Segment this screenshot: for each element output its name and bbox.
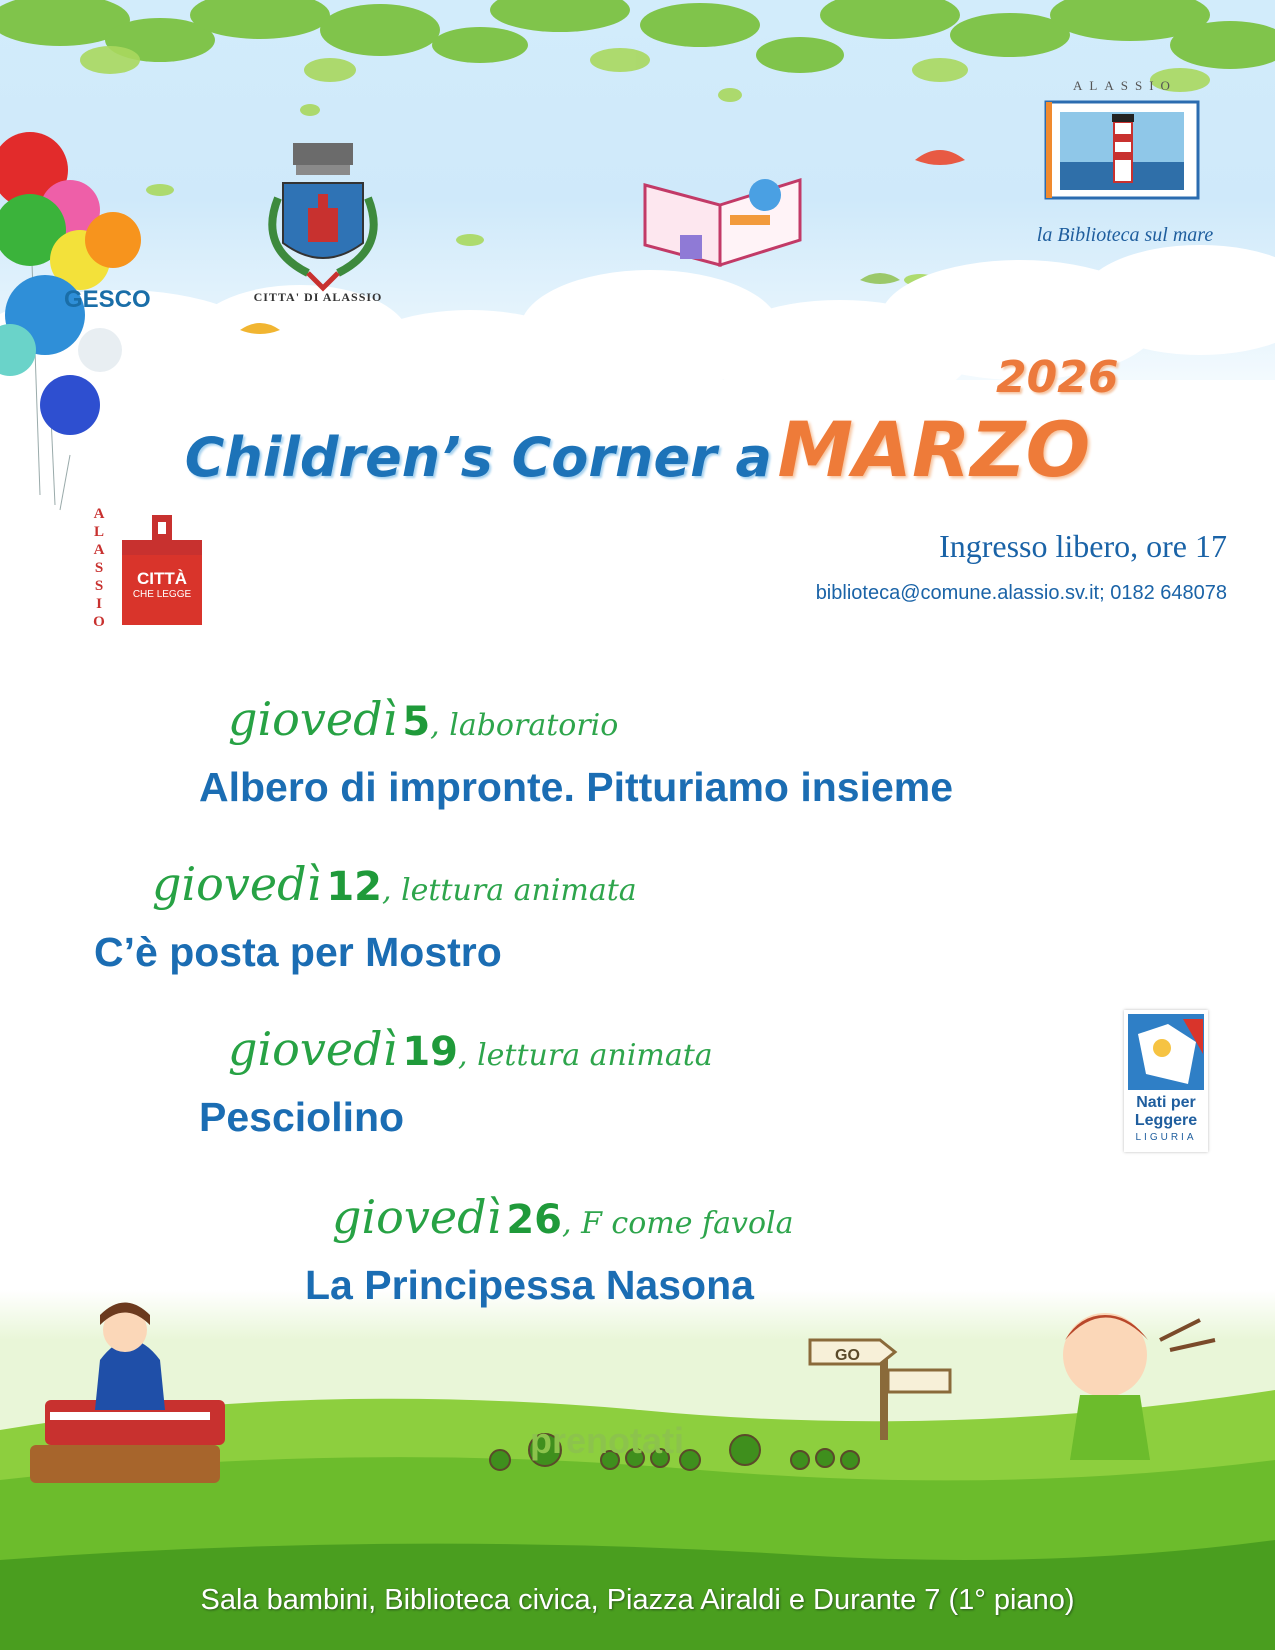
biblioteca-top-label: ALASSIO bbox=[1073, 78, 1177, 93]
nati-per-leggere-logo: Nati per Leggere LIGURIA bbox=[1124, 1010, 1208, 1152]
citta-di-alassio-logo bbox=[238, 138, 398, 308]
lighthouse-icon bbox=[1044, 100, 1200, 200]
event-heading-2: giovedì 12, lettura animata bbox=[152, 857, 637, 911]
event-title-2: C’è posta per Mostro bbox=[94, 929, 502, 975]
prenotati-label: prenotati bbox=[530, 1420, 685, 1461]
event-title-4: La Principessa Nasona bbox=[305, 1262, 754, 1308]
biblioteca-caption: la Biblioteca sul mare bbox=[1036, 224, 1214, 246]
ingresso-info: Ingresso libero, ore 17 bbox=[939, 528, 1227, 564]
title-month: MARZO bbox=[777, 405, 1091, 494]
citta-di-alassio-label: CITTA' DI ALASSIO bbox=[253, 290, 383, 304]
citta-che-legge-vertical: A L A S S I O bbox=[93, 506, 105, 630]
footer-address: Sala bambini, Biblioteca civica, Piazza Airaldi e Durante 7 (1° piano) bbox=[200, 1584, 1075, 1616]
citta-che-legge-logo bbox=[92, 505, 202, 645]
gesco-logo: GESCO bbox=[64, 286, 151, 313]
biblioteca-sul-mare-logo bbox=[1030, 78, 1214, 248]
girl-reading-illustration bbox=[30, 1303, 225, 1484]
event-heading-4: giovedì 26, F come favola bbox=[332, 1190, 794, 1244]
tower-icon bbox=[122, 510, 202, 555]
event-title-3: Pesciolino bbox=[199, 1094, 405, 1140]
page-title bbox=[0, 405, 1275, 494]
reading-child-icon bbox=[1128, 1014, 1204, 1090]
contact-info: biblioteca@comune.alassio.sv.it; 0182 648078 bbox=[815, 582, 1227, 604]
event-title-1: Albero di impronte. Pitturiamo insieme bbox=[199, 764, 954, 810]
year: 2026 bbox=[996, 352, 1119, 403]
title-prefix: Children’s Corner a bbox=[184, 426, 772, 489]
book-icon bbox=[640, 155, 805, 270]
crest-icon bbox=[238, 138, 398, 308]
event-heading-1: giovedì 5, laboratorio bbox=[228, 692, 619, 746]
citta-che-legge-box: CITTÀ CHE LEGGE bbox=[122, 555, 202, 625]
signpost-label: GO bbox=[835, 1347, 860, 1364]
event-heading-3: giovedì 19, lettura animata bbox=[228, 1022, 713, 1076]
